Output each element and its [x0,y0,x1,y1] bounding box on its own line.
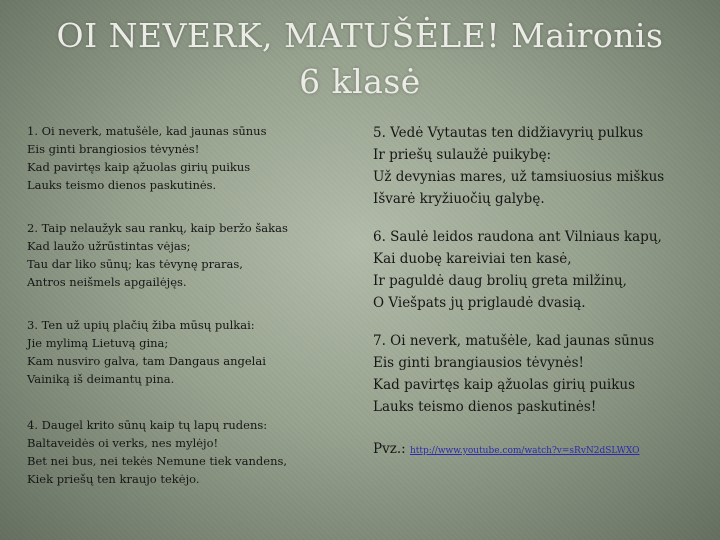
stanza-line: 2. Taip nelaužyk sau rankų, kaip beržo šakas [27,221,288,235]
stanza-line: 1. Oi neverk, matušėle, kad jaunas sūnus [27,124,267,138]
stanza-line: Lauks teismo dienos paskutinės! [373,399,597,415]
stanza-line: Kad laužo užrūstintas vėjas; [27,239,191,253]
stanza-5 [373,122,708,210]
stanza-line: Baltaveidės oi verks, nes mylėjo! [27,436,219,450]
stanza-line: Kai duobę kareiviai ten kasė, [373,251,572,267]
stanza-line: Išvarė kryžiuočių galybę. [373,191,545,207]
stanza-7 [373,330,708,418]
stanza-line: 6. Saulė leidos raudona ant Vilniaus kapų, [373,229,662,245]
stanza-line: Kiek priešų ten kraujo tekėjo. [27,472,200,486]
stanza-2 [27,219,327,291]
slide-subtitle: 6 klasė [299,62,421,101]
stanza-1 [27,122,327,194]
stanza-line: Kad pavirtęs kaip ąžuolas girių puikus [373,377,636,393]
stanza-line: Ir paguldė daug brolių greta milžinų, [373,273,627,289]
example-reference [373,441,640,457]
stanza-line: Antros neišmels apgailėjęs. [27,275,187,289]
stanza-line: 4. Daugel krito sūnų kaip tų lapų rudens: [27,418,268,432]
stanza-line: Eis ginti brangiosios tėvynės! [27,142,200,156]
stanza-line: Lauks teismo dienos paskutinės. [27,178,217,192]
stanza-line: Tau dar liko sūnų; kas tėvynę praras, [27,257,243,271]
stanza-line: Bet nei bus, nei tekės Nemune tiek vandens, [27,454,288,468]
stanza-line: Eis ginti brangiausios tėvynės! [373,355,584,371]
example-label: Pvz.: [373,441,406,457]
stanza-line: Ir priešų sulaužė puikybę: [373,147,552,163]
slide-title: OI NEVERK, MATUŠĖLE! Maironis [56,16,664,55]
stanza-line: O Viešpats jų priglaudė dvasią. [373,295,586,311]
stanza-line: Už devynias mares, už tamsiuosius miškus [373,169,665,185]
stanza-line: 7. Oi neverk, matušėle, kad jaunas sūnus [373,333,655,349]
stanza-line: Kam nusviro galva, tam Dangaus angelai [27,354,266,368]
youtube-link[interactable]: http://www.youtube.com/watch?v=sRvN2dSLWXO [409,446,640,456]
stanza-line: Jie mylimą Lietuvą gina; [27,336,169,350]
stanza-6 [373,226,708,314]
stanza-3 [27,316,327,388]
stanza-line: Kad pavirtęs kaip ąžuolas girių puikus [27,160,251,174]
stanza-line: 5. Vedė Vytautas ten didžiavyrių pulkus [373,125,644,141]
stanza-line: Vainiką iš deimantų pina. [27,372,175,386]
stanza-line: 3. Ten už upių plačių žiba mūsų pulkai: [27,318,255,332]
stanza-4 [27,416,327,488]
